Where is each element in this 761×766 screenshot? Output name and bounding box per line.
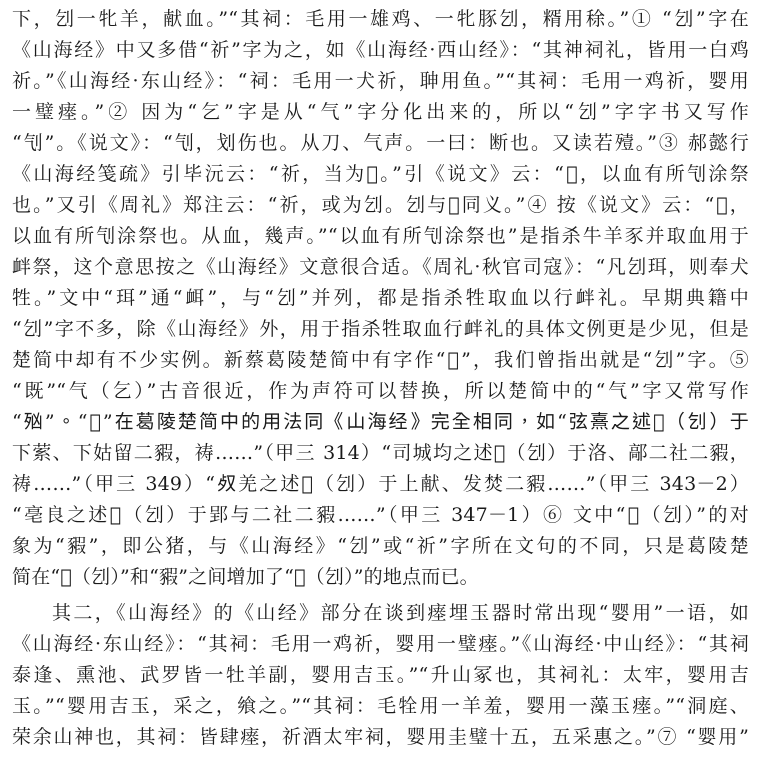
text-line: 一璧瘗。”② 因为“乞”字是从“气”字分化出来的，所以“刉”字字书又写作 — [12, 101, 749, 123]
text-line: “刏”。《说文》：“刏，划伤也。从刀、气声。一曰：断也。又读若殪。”③ 郝懿行 — [12, 132, 749, 154]
text-line: 玉。”“婴用吉玉，采之，飨之。”“其祠：毛牷用一羊羞，婴用一藻玉瘗。”“洞庭、 — [12, 695, 749, 717]
paragraph-start-line: 其二，《山海经》的《山经》部分在谈到瘗埋玉器时常出现“婴用”一语，如 — [52, 602, 749, 624]
text-line: 衅祭，这个意思按之《山海经》文意很合适。《周礼·秋官司寇》：“凡刉珥，则奉犬 — [12, 256, 749, 278]
text-line: 以血有所刏涂祭也。从血，幾声。”“以血有所刏涂祭也”是指杀牛羊豕并取血用于 — [12, 225, 749, 247]
text-line: 《山海经》中又多借“祈”字为之，如《山海经·西山经》：“其神祠礼，皆用一白鸡 — [12, 39, 749, 61]
text-line: 牲。”文中“珥”通“衈”，与“刉”并列，都是指杀牲取血以行衅礼。早期典籍中 — [12, 287, 749, 309]
text-line: 下，刉一牝羊，献血。”“其祠：毛用一雄鸡、一牝豚刉，糈用稌。”① “刉”字在 — [12, 8, 749, 30]
text-line: 荣余山神也，其祠：皆肆瘗，祈酒太牢祠，婴用圭璧十五，五采惠之。”⑦ “婴用” — [12, 726, 749, 748]
text-line: 《山海经·东山经》：“其祠：毛用一鸡祈，婴用一璧瘗。”《山海经·中山经》：“其祠 — [12, 633, 749, 655]
text-line: “亳良之述𧧮（刉）于郢与二社二豭……”（甲三 347－1）⑥ 文中“𧧮（刉）”的对 — [12, 504, 749, 526]
text-line: 《山海经笺疏》引毕沅云：“祈，当为𧇏。”引《说文》云：“𧇏，以血有所刏涂祭 — [12, 163, 749, 185]
text-line: 下萦、下姑留二豭，祷……”（甲三 314）“司城均之述𧧮（刉）于洛、鄗二社二豭， — [12, 442, 749, 464]
text-line: 泰逢、熏池、武罗皆一牡羊副，婴用吉玉。”“升山冢也，其祠礼：太牢，婴用吉 — [12, 664, 749, 686]
text-line: “既”“气（乞）”古音很近，作为声符可以替换，所以楚简中的“气”字又常写作 — [12, 380, 749, 402]
text-line: “刉”字不多，除《山海经》外，用于指杀牲取血行衅礼的具体文例更是少见，但是 — [12, 318, 749, 340]
text-line: “𣧑”。“𧧮”在葛陵楚简中的用法同《山海经》完全相同，如“弦熹之述𧧮（刉）于 — [12, 411, 749, 433]
text-line: 祈。”《山海经·东山经》：“祠：毛用一犬祈，䎶用鱼。”“其祠：毛用一鸡祈，婴用 — [12, 70, 749, 92]
text-line: 祷……”（甲三 349）“𣦼羌之述𧧮（刉）于上献、发焚二豭……”（甲三 343－2） — [12, 473, 749, 495]
text-line: 也。”又引《周礼》郑注云：“祈，或为刉。刉与𧇏同义。”④ 按《说文》云：“𧇏， — [12, 194, 749, 216]
text-line: 象为“豭”，即公猪，与《山海经》“刉”或“祈”字所在文句的不同，只是葛陵楚 — [12, 535, 749, 557]
paragraph-end-line: 简在“𧧮（刉）”和“豭”之间增加了“𧧮（刉）”的地点而已。 — [12, 566, 479, 588]
text-line: 楚简中却有不少实例。新蔡葛陵楚简中有字作“𧧮”，我们曾指出就是“刉”字。⑤ — [12, 349, 749, 371]
